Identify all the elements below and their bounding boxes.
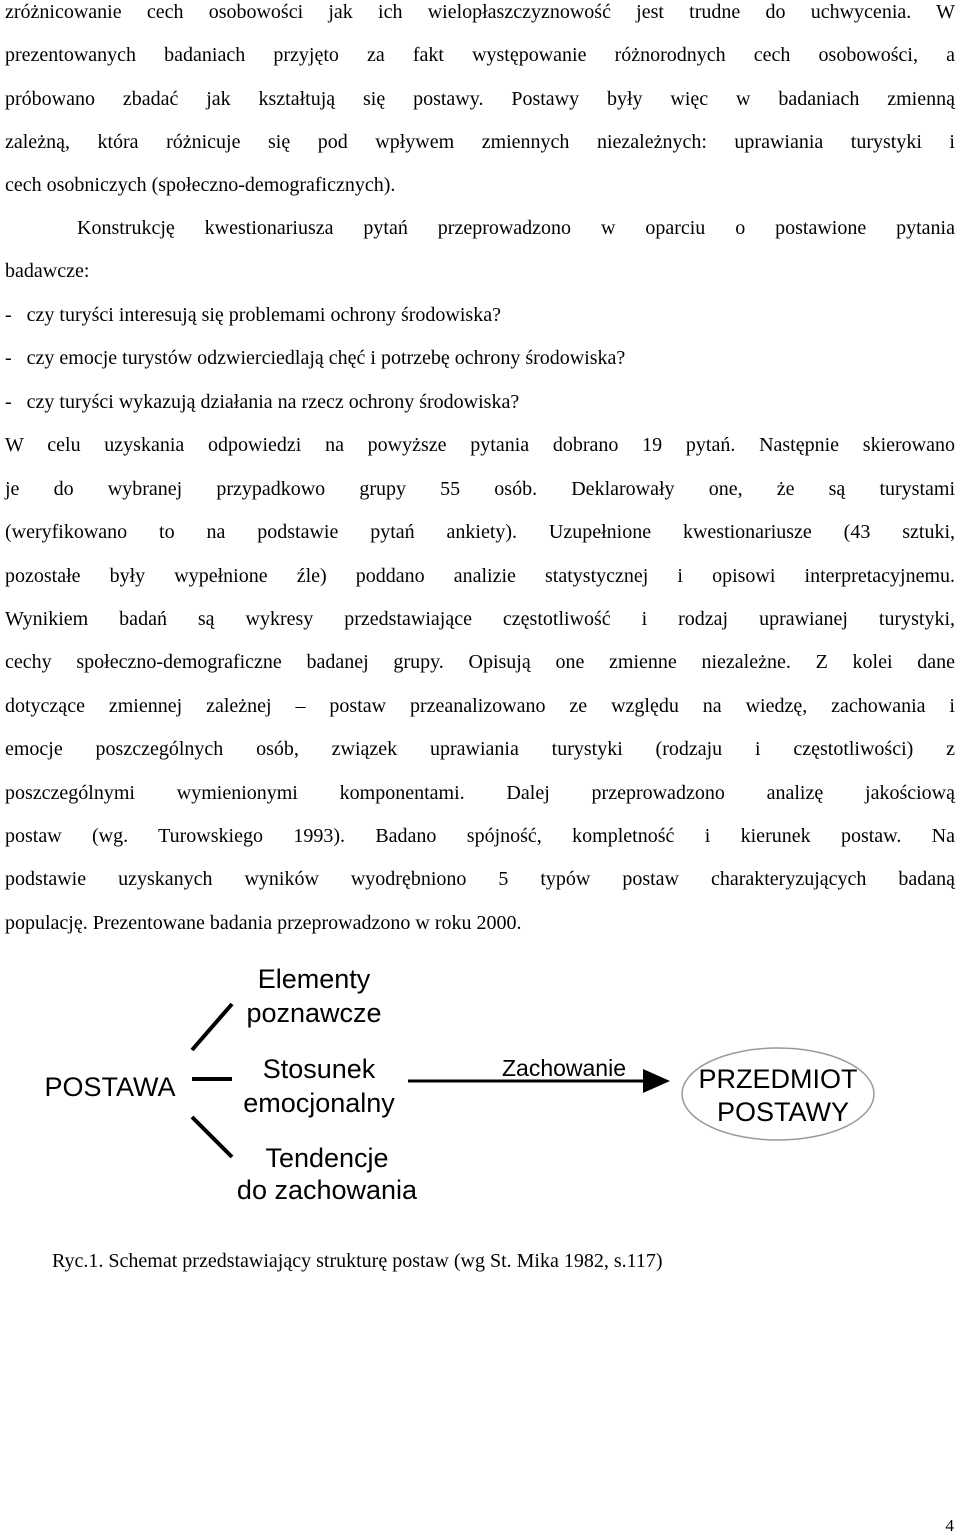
body-line: emocje poszczególnych osób, związek uprawiania turystyki (rodzaju i częstotliwości) z: [5, 738, 955, 760]
body-line: próbowano zbadać jak kształtują się postawy. Postawy były więc w badaniach zmienną: [5, 88, 955, 110]
list-item: - czy turyści interesują się problemami ochrony środowiska?: [5, 304, 501, 326]
body-line: je do wybranej przypadkowo grupy 55 osób. Deklarowały one, że są turystami: [5, 478, 955, 500]
behavior-arrow-label: Zachowanie: [501, 1055, 627, 1081]
cognitive-elements-label: poznawcze: [246, 998, 382, 1028]
attitude-object-label: PRZEDMIOT: [698, 1064, 858, 1094]
body-line: Konstrukcję kwestionariusza pytań przeprowadzono w oparciu o postawione pytania: [77, 217, 955, 239]
cognitive-elements-label: Elementy: [257, 964, 371, 994]
connector-line-cognitive: [192, 1004, 232, 1050]
body-line: cechy społeczno-demograficzne badanej grupy. Opisują one zmienne niezależne. Z kolei dane: [5, 651, 955, 673]
body-line: dotyczące zmiennej zależnej – postaw przeanalizowano ze względu na wiedzę, zachowania i: [5, 695, 955, 717]
body-line: badawcze:: [5, 260, 90, 282]
body-line: postaw (wg. Turowskiego 1993). Badano spójność, kompletność i kierunek postaw. Na: [5, 825, 955, 847]
attitude-object-label: POSTAWY: [716, 1097, 850, 1127]
postawa-label: POSTAWA: [44, 1072, 176, 1102]
behavioral-tendency-label: Tendencje: [265, 1143, 389, 1173]
body-line: pozostałe były wypełnione źle) poddano analizie statystycznej i opisowi interpretacyjnemu.: [5, 565, 955, 587]
body-line: populację. Prezentowane badania przeprowadzono w roku 2000.: [5, 912, 522, 934]
figure-caption: Ryc.1. Schemat przedstawiający strukturę postaw (wg St. Mika 1982, s.117): [52, 1250, 663, 1272]
body-line: prezentowanych badaniach przyjęto za fakt występowanie różnorodnych cech osobowości, a: [5, 44, 955, 66]
body-line: podstawie uzyskanych wyników wyodrębniono 5 typów postaw charakteryzujących badaną: [5, 868, 955, 890]
emotional-attitude-label: Stosunek: [262, 1054, 376, 1084]
emotional-attitude-label: emocjonalny: [243, 1088, 395, 1118]
list-item: - czy turyści wykazują działania na rzecz ochrony środowiska?: [5, 391, 520, 413]
attitude-structure-diagram: [0, 955, 960, 1215]
body-line: cech osobniczych (społeczno-demograficznych).: [5, 174, 396, 196]
body-line: poszczególnymi wymienionymi komponentami. Dalej przeprowadzono analizę jakościową: [5, 782, 955, 804]
page-number: 4: [945, 1516, 954, 1535]
body-line: zależną, która różnicuje się pod wpływem zmiennych niezależnych: uprawiania turystyki i: [5, 131, 955, 153]
body-line: Wynikiem badań są wykresy przedstawiające częstotliwość i rodzaj uprawianej turystyki,: [5, 608, 955, 630]
connector-line-behavioral: [192, 1117, 232, 1157]
body-line: zróżnicowanie cech osobowości jak ich wielopłaszczyznowość jest trudne do uchwycenia. W: [5, 1, 955, 23]
body-line: W celu uzyskania odpowiedzi na powyższe pytania dobrano 19 pytań. Następnie skierowano: [5, 434, 955, 456]
behavioral-tendency-label: do zachowania: [236, 1175, 418, 1205]
body-line: (weryfikowano to na podstawie pytań ankiety). Uzupełnione kwestionariusze (43 sztuki,: [5, 521, 955, 543]
list-item: - czy emocje turystów odzwierciedlają chęć i potrzebę ochrony środowiska?: [5, 347, 626, 369]
